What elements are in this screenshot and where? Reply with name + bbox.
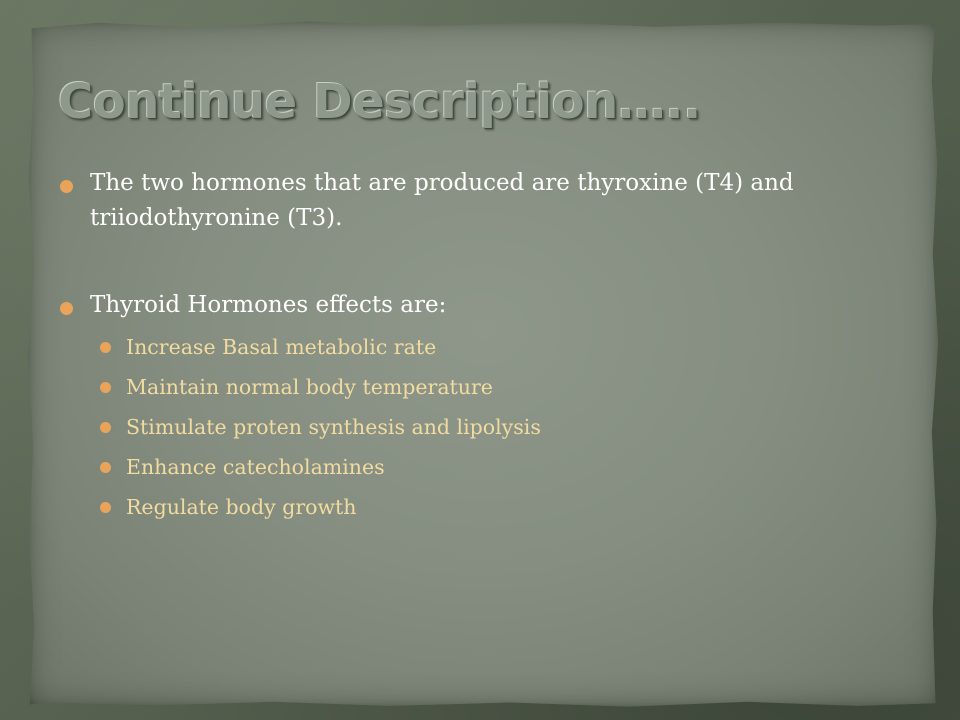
sub-bullet-text: Enhance catecholamines — [126, 455, 385, 479]
sub-bullet-item — [90, 407, 860, 447]
bullet-item-hormones — [60, 166, 860, 236]
sub-bullet-text: Regulate body growth — [126, 495, 357, 519]
sub-bullet-text: Maintain normal body temperature — [126, 375, 493, 399]
sub-bullet-dot-icon — [100, 502, 111, 513]
sub-bullet-text: Increase Basal metabolic rate — [126, 335, 437, 359]
sub-bullet-dot-icon — [100, 462, 111, 473]
sub-bullet-text: Stimulate proten synthesis and lipolysis — [126, 415, 541, 439]
sub-bullet-dot-icon — [100, 342, 111, 353]
sub-bullet-item — [90, 367, 860, 407]
bullet-text: Thyroid Hormones effects are: — [90, 292, 447, 318]
bullet-text: The two hormones that are produced are thyroxine (T4) and triiodothyronine (T3). — [90, 170, 794, 231]
bullet-item-effects — [60, 288, 860, 527]
bullet-dot-icon — [60, 180, 73, 193]
sub-bullet-dot-icon — [100, 382, 111, 393]
sub-bullet-item — [90, 327, 860, 367]
sub-bullet-item — [90, 487, 860, 527]
bullet-list — [60, 166, 860, 527]
slide-content — [60, 166, 860, 527]
sub-bullet-dot-icon — [100, 422, 111, 433]
sub-bullet-item — [90, 447, 860, 487]
slide-title: Continue Description….. — [58, 74, 701, 130]
bullet-dot-icon — [60, 302, 73, 315]
sub-bullet-list — [90, 327, 860, 527]
